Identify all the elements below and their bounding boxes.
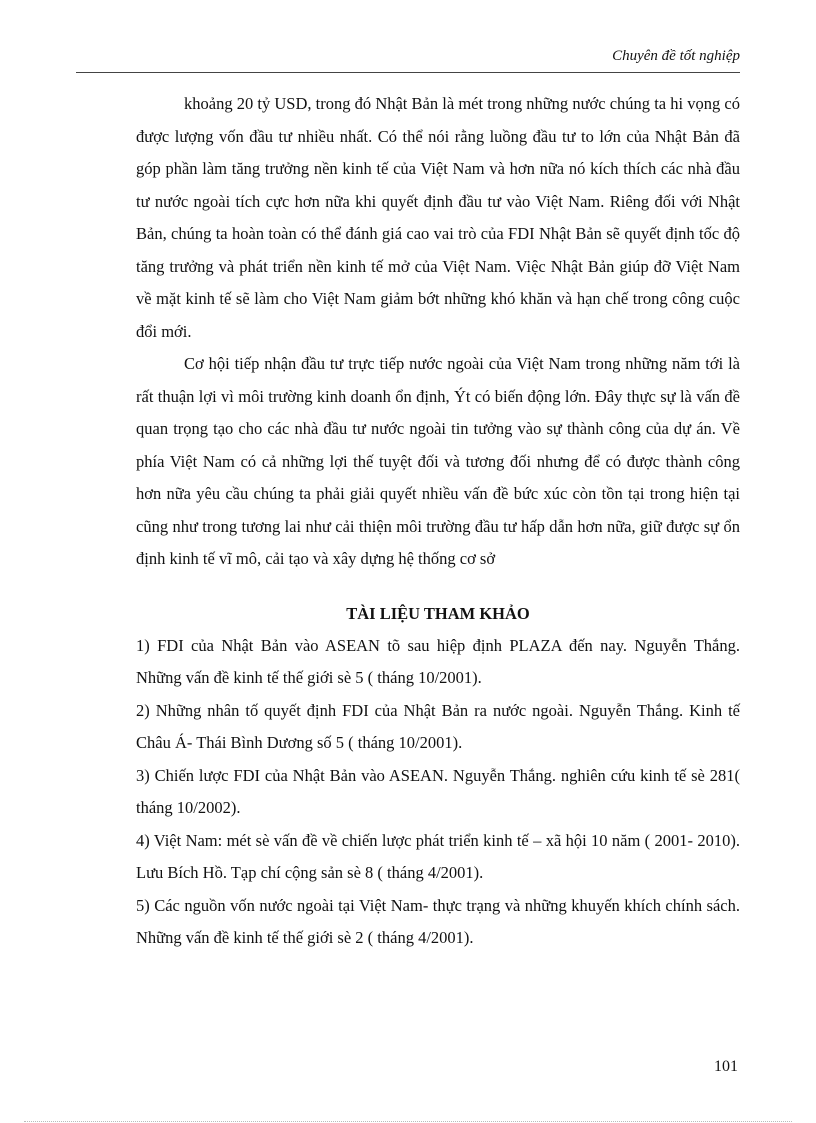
header-divider	[76, 72, 740, 73]
references-list	[136, 630, 740, 955]
reference-item-2: 2) Những nhân tố quyết định FDI của Nhật Bản ra nước ngoài. Nguyễn Thắng. Kinh tế Châu Á- Thái Bình Dương số 5 ( tháng 10/2001).	[136, 700, 740, 752]
reference-item-1: 1) FDI của Nhật Bản vào ASEAN tõ sau hiệp định PLAZA đến nay. Nguyễn Thắng. Những vấn đề kinh tế thế giới sè 5 ( tháng 10/2001).	[136, 635, 740, 687]
body-paragraph-2: Cơ hội tiếp nhận đầu tư trực tiếp nước ngoài của Việt Nam trong những năm tới là rất thuận lợi vì môi trường kinh doanh ổn định, Ýt có biến động lớn. Đây thực sự là vấn đề quan trọng tạo cho các nhà đầu tư nước ngoài tin tưởng vào sự thành công của dự án. Về phía Việt Nam có cả những lợi thế tuyệt đối và tương đối nhưng để có được thành công hơn nữa yêu cầu chúng ta phải giải quyết nhiều vấn đề bức xúc còn tồn tại trong hiện tại cũng như trong tương lai như cải thiện môi trường đầu tư hấp dẫn hơn nữa, giữ được sự ổn định kinh tế vĩ mô, cải tạo và xây dựng hệ thống cơ sở	[136, 354, 740, 568]
page-bottom-edge	[24, 1121, 792, 1122]
reference-item-4: 4) Việt Nam: mét sè vấn đề về chiến lược phát triển kinh tế – xã hội 10 năm ( 2001- 2010). Lưu Bích Hồ. Tạp chí cộng sản sè 8 ( tháng 4/2001).	[136, 830, 740, 882]
references-heading: TÀI LIỆU THAM KHẢO	[346, 603, 530, 623]
reference-item-3: 3) Chiến lược FDI của Nhật Bản vào ASEAN. Nguyễn Thắng. nghiên cứu kinh tế sè 281( tháng 10/2002).	[136, 765, 740, 817]
reference-item-5: 5) Các nguồn vốn nước ngoài tại Việt Nam- thực trạng và những khuyến khích chính sách. Những vấn đề kinh tế thế giới sè 2 ( tháng 4/2001).	[136, 895, 740, 947]
page-number: 101	[714, 1058, 738, 1075]
body-text	[136, 88, 740, 955]
running-header: Chuyên đề tốt nghiệp	[612, 48, 740, 64]
body-paragraph-1: khoảng 20 tỷ USD, trong đó Nhật Bản là mét trong những nước chúng ta hi vọng có được lượng vốn đầu tư nhiều nhất. Có thể nói rằng luồng đầu tư to lớn của Nhật Bản đã góp phần làm tăng trưởng nền kinh tế của Việt Nam và hơn nữa nó kích thích các nhà đầu tư nước ngoài tích cực hơn nữa khi quyết định đầu tư vào Việt Nam. Riêng đối với Nhật Bản, chúng ta hoàn toàn có thể đánh giá cao vai trò của FDI Nhật Bản sẽ quyết định tốc độ tăng trưởng và phát triển nền kinh tế mở của Việt Nam. Việc Nhật Bản giúp đỡ Việt Nam về mặt kinh tế sẽ làm cho Việt Nam giảm bớt những khó khăn và hạn chế trong công cuộc đổi mới.	[136, 94, 740, 341]
